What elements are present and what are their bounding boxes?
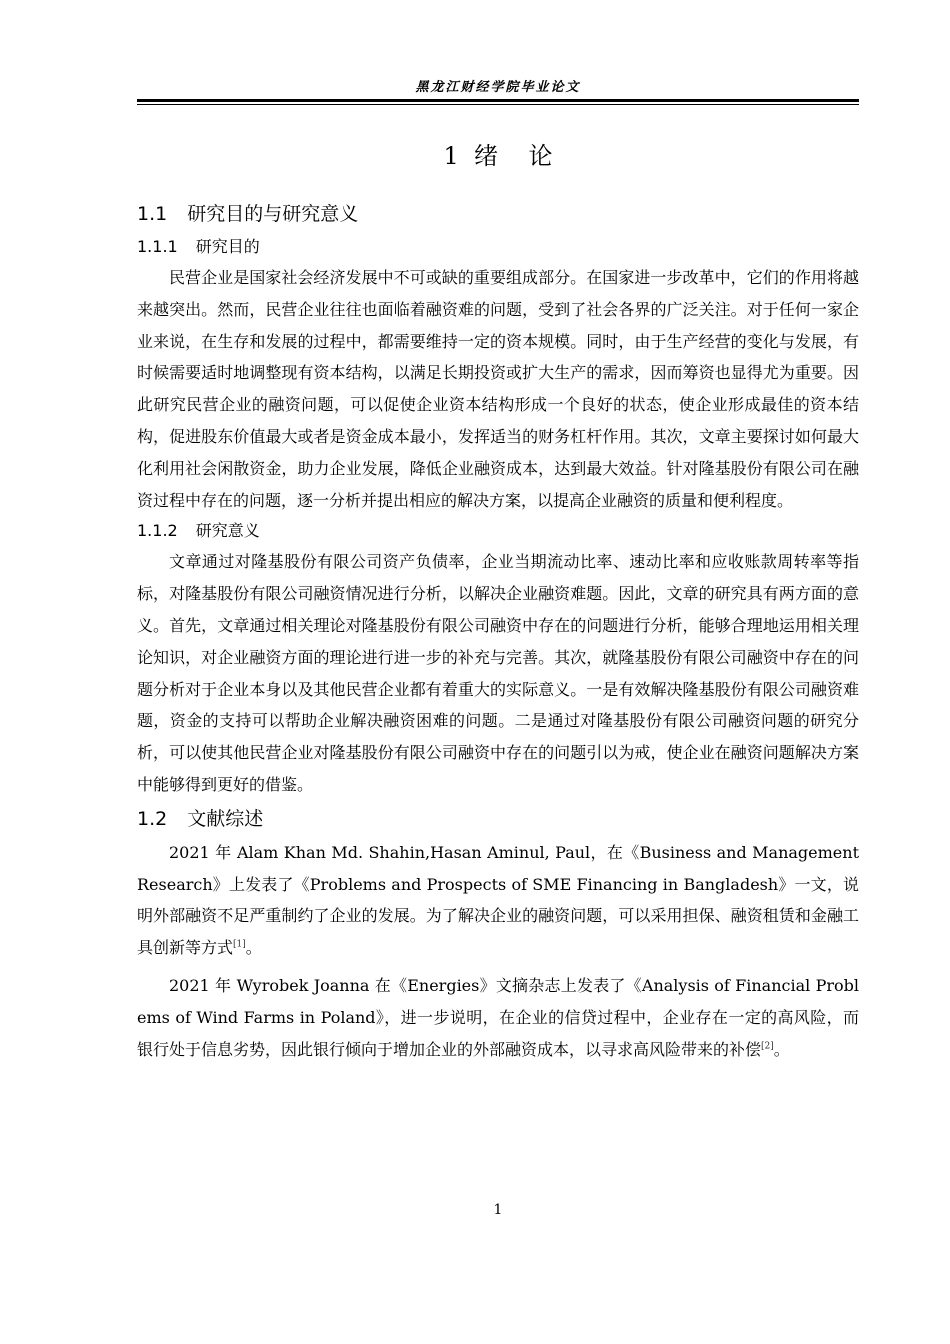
subsection-number: 1.1.2 xyxy=(137,521,178,541)
section-title: 研究目的与研究意义 xyxy=(187,203,359,225)
subsection-title: 研究意义 xyxy=(195,521,260,541)
header-rule-thin xyxy=(137,104,859,105)
subsection-heading xyxy=(137,516,859,546)
section-number: 1.1 xyxy=(137,203,168,225)
subsection-heading xyxy=(137,232,859,262)
paragraph-tail: 。 xyxy=(245,938,262,958)
paragraph-text: 2021 年 Wyrobek Joanna 在《Energies》文摘杂志上发表了《Analysis of Financial Problems of Wind Farms in Poland》，进一步说明，在企业的信贷过程中，企业存在一定的高风险，而银行处于信息劣势，因此银行倾向于增加企业的外部融资成本，以寻求高风险带来的补偿 xyxy=(137,975,859,1059)
citation-ref[interactable]: [1] xyxy=(233,939,246,950)
body-content xyxy=(137,196,859,1065)
chapter-title: 1 绪 论 xyxy=(443,142,553,170)
paragraph-text: 2021 年 Alam Khan Md. Shahin,Hasan Aminul, Paul，在《Business and Management Research》上发表了《Problems and Prospects of SME Financing in Bangladesh》一文，说明外部融资不足严重制约了企业的发展。为了解决企业的融资问题，可以采用担保、融资租赁和金融工具创新等方式 xyxy=(137,842,859,958)
section-title: 文献综述 xyxy=(187,807,264,830)
section-heading xyxy=(137,196,859,232)
subsection-title: 研究目的 xyxy=(195,237,260,256)
section-heading xyxy=(137,801,859,837)
section-number: 1.2 xyxy=(137,807,168,830)
subsection-number: 1.1.1 xyxy=(137,237,178,256)
body-paragraph: 文章通过对隆基股份有限公司资产负债率，企业当期流动比率、速动比率和应收账款周转率等指标，对隆基股份有限公司融资情况进行分析，以解决企业融资难题。因此，文章的研究具有两方面的意义。首先，文章通过相关理论对隆基股份有限公司融资中存在的问题进行分析，能够合理地运用相关理论知识，对企业融资方面的理论进行进一步的补充与完善。其次，就隆基股份有限公司融资中存在的问题分析对于企业本身以及其他民营企业都有着重大的实际意义。一是有效解决隆基股份有限公司融资难题，资金的支持可以帮助企业解决融资困难的问题。二是通过对隆基股份有限公司融资问题的研究分析，可以使其他民营企业对隆基股份有限公司融资中存在的问题引以为戒，使企业在融资问题解决方案中能够得到更好的借鉴。 xyxy=(137,552,859,794)
running-header: 黑龙江财经学院毕业论文 xyxy=(415,80,581,95)
paragraph-tail: 。 xyxy=(773,1039,790,1059)
body-paragraph: 民营企业是国家社会经济发展中不可或缺的重要组成部分。在国家进一步改革中，它们的作用将越来越突出。然而，民营企业往往也面临着融资难的问题，受到了社会各界的广泛关注。对于任何一家企业来说，在生存和发展的过程中，都需要维持一定的资本规模。同时，由于生产经营的变化与发展，有时候需要适时地调整现有资本结构，以满足长期投资或扩大生产的需求，因而筹资也显得尤为重要。因此研究民营企业的融资问题，可以促使企业资本结构形成一个良好的状态，使企业形成最佳的资本结构，促进股东价值最大或者是资金成本最小，发挥适当的财务杠杆作用。其次，文章主要探讨如何最大化利用社会闲散资金，助力企业发展，降低企业融资成本，达到最大效益。针对隆基股份有限公司在融资过程中存在的问题，逐一分析并提出相应的解决方案，以提高企业融资的质量和便利程度。 xyxy=(137,268,859,510)
page-number: 1 xyxy=(493,1202,503,1218)
body-paragraph xyxy=(137,837,859,964)
header-rule-thick xyxy=(137,99,859,102)
citation-ref[interactable]: [2] xyxy=(761,1041,774,1052)
body-paragraph xyxy=(137,970,859,1065)
